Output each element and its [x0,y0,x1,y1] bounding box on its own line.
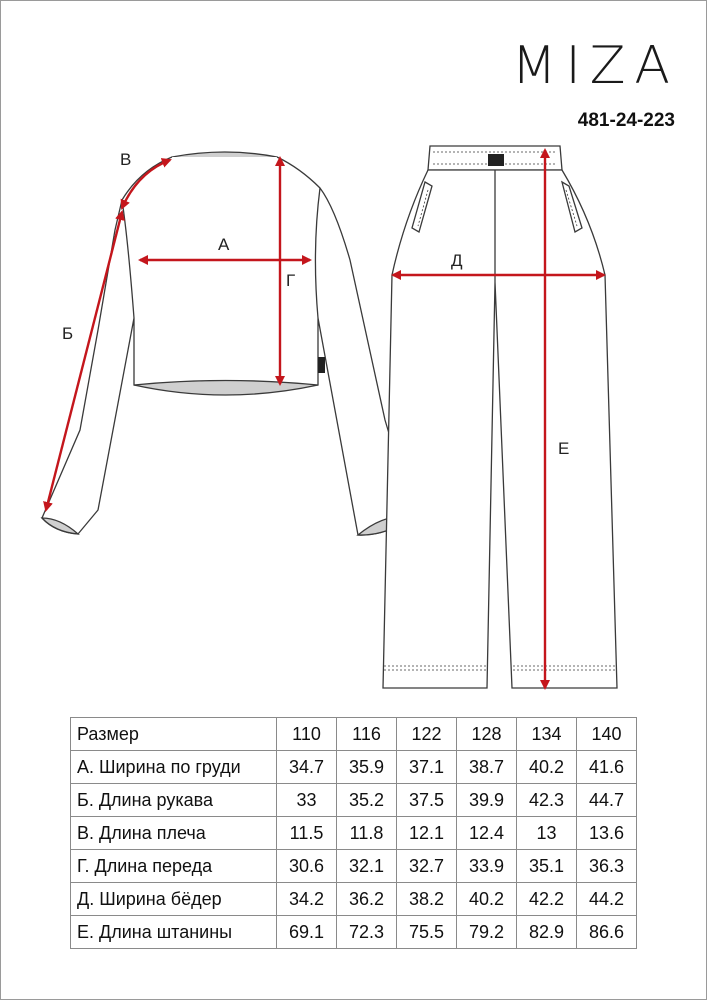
table-row-label: В. Длина плеча [71,817,277,850]
table-row [71,850,637,883]
table-row [71,784,637,817]
table-row [71,883,637,916]
table-row-label: Г. Длина переда [71,850,277,883]
label-e: Е [558,439,570,458]
label-v: В [120,150,132,169]
trousers-body [383,170,617,688]
table-cell: 12.4 [457,817,517,850]
table-header-cell: 122 [397,718,457,751]
size-table [70,717,637,949]
table-cell: 44.7 [577,784,637,817]
trousers-sketch [383,146,617,688]
table-cell: 33 [277,784,337,817]
table-row-label: Е. Длина штанины [71,916,277,949]
table-cell: 35.2 [337,784,397,817]
table-cell: 13.6 [577,817,637,850]
table-cell: 42.2 [517,883,577,916]
table-cell: 37.1 [397,751,457,784]
table-header-cell: 110 [277,718,337,751]
table-cell: 38.7 [457,751,517,784]
table-row [71,817,637,850]
sweatshirt-sketch [42,152,414,535]
brand-logo: MIZA [511,36,679,96]
table-cell: 42.3 [517,784,577,817]
table-cell: 11.5 [277,817,337,850]
table-cell: 44.2 [577,883,637,916]
table-header-cell: 140 [577,718,637,751]
table-cell: 36.3 [577,850,637,883]
label-d: Д [451,251,463,270]
table-cell: 13 [517,817,577,850]
table-cell: 40.2 [517,751,577,784]
table-cell: 35.1 [517,850,577,883]
table-cell: 34.2 [277,883,337,916]
sweatshirt-side-tag [318,357,325,373]
table-cell: 79.2 [457,916,517,949]
article-number: 481-24-223 [577,110,675,131]
sweatshirt-body [42,157,414,535]
table-cell: 11.8 [337,817,397,850]
table-header-row [71,718,637,751]
table-cell: 72.3 [337,916,397,949]
table-cell: 82.9 [517,916,577,949]
sweatshirt-hem [134,381,318,396]
table-header-cell: 116 [337,718,397,751]
table-row [71,751,637,784]
table-cell: 32.7 [397,850,457,883]
table-row-label: Б. Длина рукава [71,784,277,817]
table-cell: 39.9 [457,784,517,817]
table-cell: 12.1 [397,817,457,850]
table-cell: 69.1 [277,916,337,949]
table-row [71,916,637,949]
table-cell: 32.1 [337,850,397,883]
table-row-label: Д. Ширина бёдер [71,883,277,916]
table-header-cell: 134 [517,718,577,751]
table-cell: 35.9 [337,751,397,784]
label-g: Г [286,271,296,290]
table-row-label: А. Ширина по груди [71,751,277,784]
table-cell: 86.6 [577,916,637,949]
table-cell: 34.7 [277,751,337,784]
table-cell: 41.6 [577,751,637,784]
table-cell: 75.5 [397,916,457,949]
table-cell: 33.9 [457,850,517,883]
label-b: Б [62,324,74,343]
table-cell: 37.5 [397,784,457,817]
table-cell: 36.2 [337,883,397,916]
table-cell: 38.2 [397,883,457,916]
table-header-cell: 128 [457,718,517,751]
table-cell: 30.6 [277,850,337,883]
label-a: А [218,235,230,254]
table-header-cell: Размер [71,718,277,751]
table-cell: 40.2 [457,883,517,916]
trousers-waist-label [488,154,504,166]
